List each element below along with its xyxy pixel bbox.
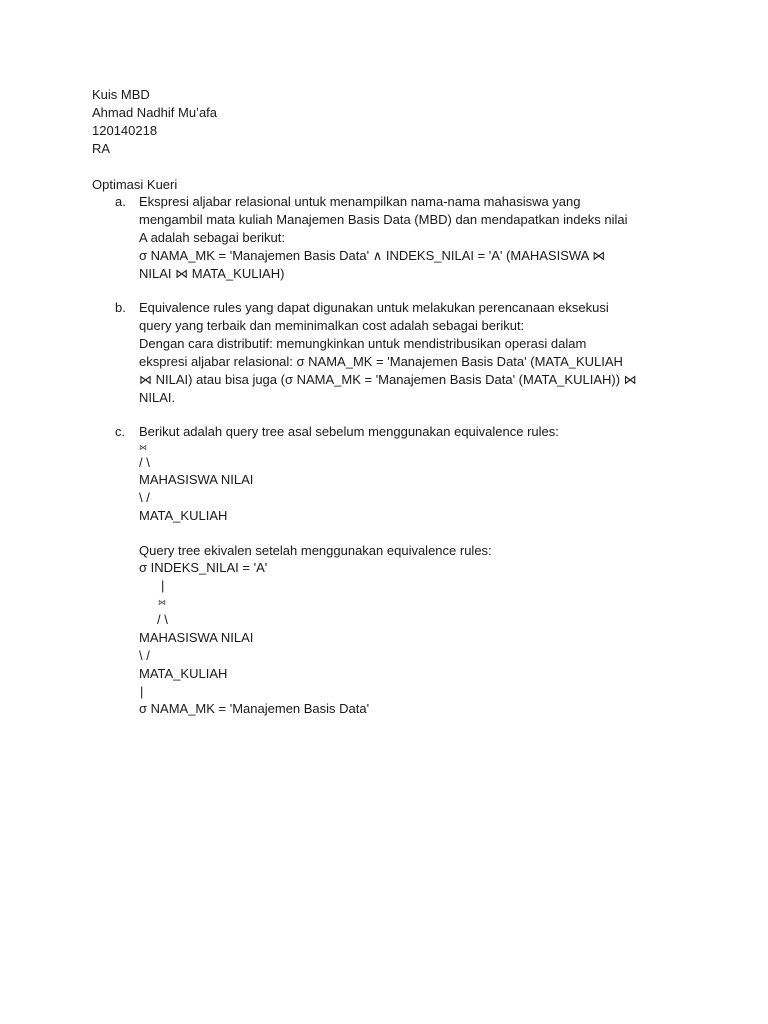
item-c-intro: Berikut adalah query tree asal sebelum menggunakan equivalence rules: [139,424,559,439]
tree-selection-top: σ INDEKS_NILAI = 'A' [139,560,268,575]
item-b-line: ⋈ NILAI) atau bisa juga (σ NAMA_MK = 'Manajemen Basis Data' (MATA_KULIAH)) ⋈ [139,372,637,387]
item-a-marker: a. [115,194,126,209]
item-b-line: query yang terbaik dan meminimalkan cost adalah sebagai berikut: [139,318,525,333]
tree-bottom-relation: MATA_KULIAH [139,508,228,523]
item-b-line: Equivalence rules yang dapat digunakan untuk melakukan perencanaan eksekusi [139,300,609,315]
join-symbol: ⋈ [139,443,147,452]
tree-branch: / \ [139,455,150,470]
tree-bottom-relation: MATA_KULIAH [139,666,228,681]
item-a-line: mengambil mata kuliah Manajemen Basis Data (MBD) dan mendapatkan indeks nilai [139,212,628,227]
item-b-line: ekspresi aljabar relasional: σ NAMA_MK = 'Manajemen Basis Data' (MATA_KULIAH [139,354,623,369]
tree-pipe: | [161,578,165,593]
course-title: Kuis MBD [92,87,150,102]
tree-branch: / \ [157,612,168,627]
item-c-intro2: Query tree ekivalen setelah menggunakan equivalence rules: [139,543,492,558]
item-a-line: Ekspresi aljabar relasional untuk menampilkan nama-nama mahasiswa yang [139,194,581,209]
item-c-marker: c. [115,424,126,439]
class-code: RA [92,141,111,156]
item-a-expression-line: NILAI ⋈ MATA_KULIAH) [139,266,285,281]
item-a-expression-line: σ NAMA_MK = 'Manajemen Basis Data' ∧ INDEKS_NILAI = 'A' (MAHASISWA ⋈ [139,248,606,263]
student-name: Ahmad Nadhif Mu’afa [92,105,218,120]
tree-relations: MAHASISWA NILAI [139,472,254,487]
item-b-line: Dengan cara distributif: memungkinkan untuk mendistribusikan operasi dalam [139,336,587,351]
item-b-marker: b. [115,300,126,315]
student-id: 120140218 [92,123,158,138]
item-b-line: NILAI. [139,390,176,405]
tree-pipe: | [140,684,144,699]
tree-relations: MAHASISWA NILAI [139,630,254,645]
section-title: Optimasi Kueri [92,177,178,192]
join-symbol: ⋈ [158,598,166,607]
tree-branch: \ / [139,648,150,663]
tree-selection-bottom: σ NAMA_MK = 'Manajemen Basis Data' [139,701,370,716]
item-a-line: A adalah sebagai berikut: [139,230,285,245]
tree-branch: \ / [139,490,150,505]
